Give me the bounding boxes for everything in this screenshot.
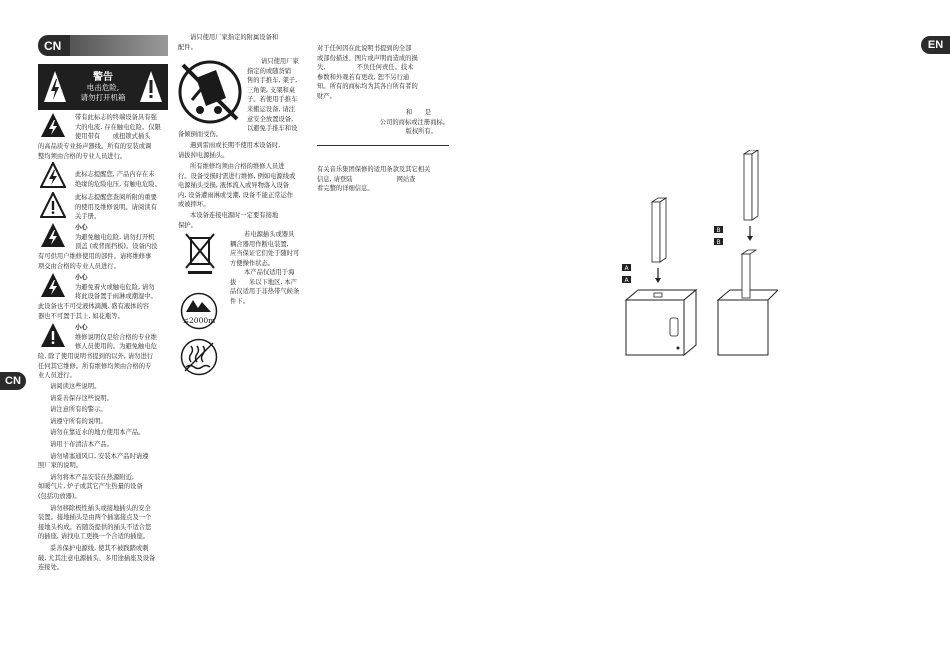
list-item: 请阅读这些说明。	[50, 383, 101, 390]
text-line: 项交由合格的专业人员进行。	[38, 262, 120, 270]
section-header-bar	[38, 35, 168, 56]
text-line: 带有此标志的终端设备具有强	[75, 114, 157, 121]
text-line: 对于任何因在此说明书提到的全部	[317, 45, 412, 52]
col1-para6-cont	[38, 352, 171, 381]
list-item	[38, 544, 171, 573]
text-line: 电源插头受损, 液体流入或异物落入设备	[178, 182, 290, 190]
list-item	[38, 452, 171, 471]
column-left	[652, 198, 666, 262]
text-line: 此标志提醒您查阅所附的重要	[75, 194, 157, 201]
text-line: 版权所有。	[405, 128, 437, 136]
text-line: 如暖气片, 炉子或其它产生热量的设备	[38, 483, 143, 491]
warning-line-2: 请勿打开机箱	[80, 93, 126, 102]
text-line: 财产。	[317, 92, 336, 100]
text-line: 业人员进行。	[38, 372, 76, 380]
text-line: 意安全放置设备,	[247, 115, 294, 123]
list-item	[38, 473, 171, 502]
lightning-voltage-icon	[40, 162, 66, 188]
text-line: 遇到雷雨或长期不使用本设备时,	[190, 142, 281, 149]
text-line: 失, 不负任何责任。技术	[317, 64, 414, 72]
text-line: 关手册。	[75, 213, 101, 221]
side-tab-en: EN	[921, 36, 950, 54]
text-line: 耦合器用作断电装置,	[230, 240, 289, 248]
text-line: 整均须由合格的专业人员进行。	[38, 152, 127, 160]
text-line: 使用带有 或扭锁式插头	[75, 133, 151, 141]
col2-para5	[178, 211, 308, 230]
weee-bin-icon	[180, 230, 220, 276]
col3-para2	[317, 108, 449, 137]
col1-para5-cont	[38, 302, 171, 321]
caution-service-icon	[40, 322, 66, 348]
text-line: 公司的商标或注册商标。	[379, 118, 449, 126]
text-line: 将此设备置于雨淋或潮湿中。	[75, 293, 157, 301]
list-item: 请妥善保存这些说明。	[50, 394, 113, 402]
text-line: 所有维修均须由合格的维修人员进	[190, 163, 285, 170]
text-line: 品仅适用于非热带气候条	[230, 288, 300, 296]
text-line: 大的电流, 存在触电危险。仅限	[75, 123, 161, 131]
text-line: 本产品仅适用于海	[244, 269, 295, 276]
list-item: 请注意所有的警示。	[50, 406, 107, 414]
text-line: 知。所有的商标均为其各自所有者的	[317, 83, 418, 91]
tropical-climate-icon	[180, 338, 218, 376]
col2-para3	[178, 141, 308, 160]
column-right-upper	[744, 150, 758, 220]
text-line: 件下。	[230, 297, 249, 305]
text-line: 有关音乐集团保修的适用条款及其它相关	[317, 166, 431, 173]
text-line: 修人员使用的。为避免触电危	[75, 343, 157, 351]
col1-para3	[75, 193, 170, 222]
col2-para6	[230, 230, 310, 268]
col1-para1-indented	[75, 113, 170, 142]
warning-line-1: 电击危险,	[86, 83, 120, 92]
col3-para1	[317, 44, 449, 102]
text-line: 请勿将本产品安装在热源附近,	[50, 473, 134, 481]
text-line: 应当保证它们处于随时可	[230, 250, 300, 258]
text-line: 的插座, 请找电工更换一个合适的插座。	[38, 533, 150, 541]
altitude-label: ≤2000m	[182, 316, 216, 325]
cart-tipover-icon	[178, 60, 242, 124]
exclamation-manual-icon	[40, 192, 66, 218]
text-line: 破, 尤其注意电源插头、多用途插座及设备	[38, 554, 156, 562]
text-line: 此标志提醒您, 产品内存在未	[75, 171, 155, 178]
exclamation-warning-icon	[139, 70, 163, 104]
figure-label-b1: B	[716, 227, 721, 234]
figure-label-a2: A	[624, 277, 629, 284]
text-line: 的高品质专业扬声器线。所有的安装或调	[38, 143, 152, 150]
text-line: 连接处。	[38, 564, 64, 572]
figure-label-a1: A	[624, 265, 629, 272]
text-line: 妥善保护电源线, 使其不被践踏或刺	[50, 544, 149, 552]
text-line: 方便操作状态。	[230, 259, 275, 267]
subwoofer-left	[626, 290, 696, 355]
speaker-assembly-illustration	[618, 150, 778, 360]
list-item: 请遵守所有的说明。	[50, 417, 107, 425]
altitude-icon	[180, 292, 218, 330]
text-line: 的使用及维修说明。请阅读有	[75, 203, 157, 211]
text-line: 三角架, 支架和桌	[247, 86, 296, 94]
lightning-warning-icon	[43, 70, 67, 104]
text-line: 拔 米以下地区, 本产	[230, 278, 297, 286]
text-line: 维修说明仅是给合格的专业维	[75, 333, 157, 341]
text-line: 顶盖 (或背面挡板)。设备内没	[75, 243, 158, 251]
text-line: 小心	[75, 224, 88, 231]
text-line: 接地头构成。若随货提供的插头不适合您	[38, 523, 152, 531]
text-line: 请只使用厂家	[261, 58, 299, 65]
list-item: 请勿在靠近水的地方使用本产品。	[50, 429, 145, 437]
text-line: 来搬运设备, 请注	[247, 105, 296, 113]
text-line: 和 是	[405, 109, 431, 116]
text-line: 指定的或随货销	[247, 67, 292, 75]
text-line: 子。若使用手推车	[247, 96, 298, 104]
text-line: 照厂家的说明。	[38, 462, 83, 470]
col1-para6	[75, 323, 170, 352]
divider	[317, 145, 449, 146]
text-line: 本设备连接电源时一定要有接地	[190, 212, 279, 219]
col2-para4	[178, 162, 310, 210]
col1-para1-cont	[38, 142, 171, 161]
text-line: 小心	[75, 324, 88, 331]
caution-fire-icon	[40, 272, 66, 298]
text-line: 或部份描述、图片或声明而造成的损	[317, 54, 418, 62]
col1-para4	[75, 223, 170, 252]
list-item: 请用干布清洁本产品。	[50, 440, 113, 448]
col2-para1	[178, 33, 298, 52]
col3-para3	[317, 165, 449, 194]
text-line: 或被摔坏。	[178, 201, 210, 209]
text-line: 为避免着火或触电危险, 请勿	[75, 283, 155, 291]
warning-title: 警告	[93, 72, 113, 83]
col2-para2-cont	[178, 130, 308, 140]
col1-para4-cont	[38, 252, 171, 271]
text-line: 为避免触电危险, 请勿打开机	[75, 233, 155, 241]
col2-para7	[230, 268, 310, 306]
text-line: 行。设备受损时需进行维修, 例如电源线或	[178, 172, 296, 180]
figure-label-b2: B	[716, 239, 721, 246]
text-line: 器也不可置于其上, 如花瓶等。	[38, 312, 124, 320]
text-line: (包括功放器)。	[38, 492, 81, 500]
text-line: 请拔掉电源插头。	[178, 151, 229, 159]
text-line: 险, 除了使用说明书提到的以外, 请勿进行	[38, 353, 154, 360]
text-line: 内, 设备遭雨淋或受潮, 设备不能正常运作	[178, 191, 294, 199]
text-line: 保护。	[178, 221, 197, 229]
text-line: 请勿移除极性插头或接地插头的安全	[50, 504, 151, 512]
section-tab-label: CN	[44, 39, 62, 53]
text-line: 备倾倒而受伤。	[178, 131, 223, 138]
text-line: 请勿堵塞通风口, 安装本产品时请遵	[50, 452, 149, 460]
text-line: 以避免手推车和设	[247, 125, 298, 133]
text-line: 请只使用厂家指定的附属设备和	[190, 34, 279, 41]
side-tab-cn: CN	[0, 372, 26, 390]
text-line: 若电源插头或器具	[244, 231, 295, 238]
col1-para2	[75, 170, 170, 189]
text-line: 有可供用户维修使用的部件。请将维修事	[38, 253, 152, 260]
col1-para5	[75, 273, 170, 302]
text-line: 参数和外观若有更改, 恕不另行通	[317, 73, 410, 81]
text-line: 此设备也不可受液体滴溅, 盛有液体的容	[38, 303, 150, 310]
list-item	[38, 504, 171, 542]
subwoofer-right	[718, 290, 778, 355]
lightning-terminal-icon	[40, 112, 66, 138]
text-line: 绝缘的危险电压, 有触电危险。	[75, 180, 161, 188]
text-line: 售的手推车, 架子,	[247, 77, 298, 85]
text-line: 任何其它维修。所有维修均须由合格的专	[38, 362, 152, 370]
text-line: 小心	[75, 274, 88, 281]
warning-box	[38, 64, 168, 110]
text-line: 信息, 请登陆 网站查	[317, 175, 416, 183]
safety-list	[38, 382, 171, 573]
col2-para2	[247, 57, 307, 134]
text-line: 看完整的详细信息。	[317, 185, 374, 193]
text-line: 配件。	[178, 43, 197, 51]
caution-shock-icon	[40, 222, 66, 248]
text-line: 装置。接地插头是由两个插塞接点及一个	[38, 514, 152, 522]
